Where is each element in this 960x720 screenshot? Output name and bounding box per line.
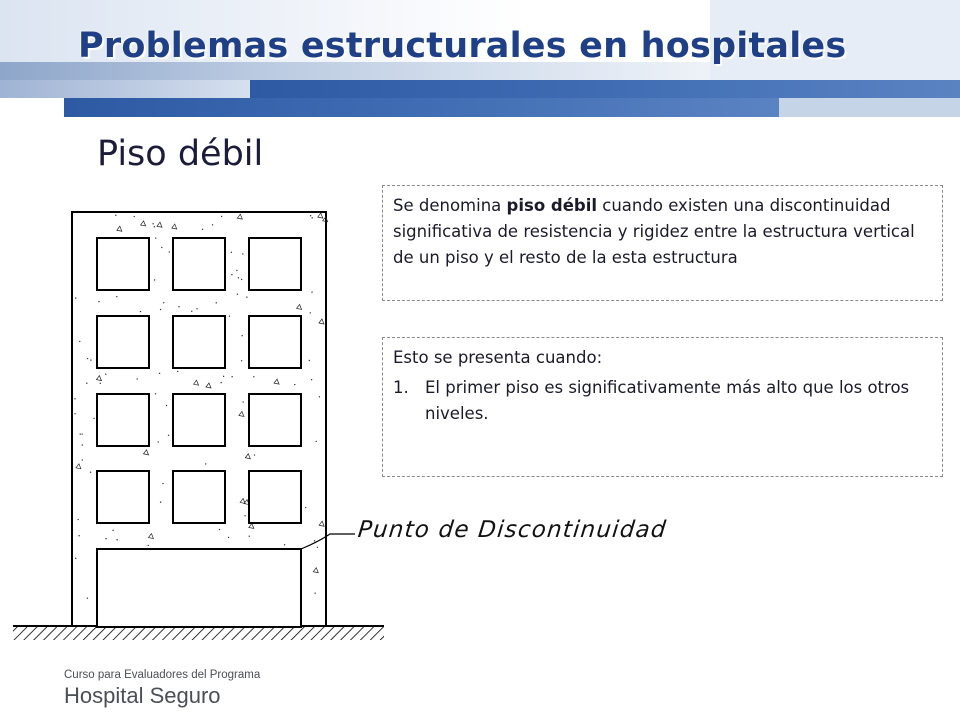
concrete-speck [162, 483, 163, 484]
footer-logo [64, 668, 260, 709]
concrete-speck [100, 383, 101, 384]
concrete-speck [314, 592, 315, 593]
concrete-speck [241, 279, 242, 280]
window [97, 394, 149, 446]
concrete-speck [78, 535, 79, 536]
concrete-speck [136, 378, 137, 379]
concrete-speck [133, 216, 134, 217]
concrete-speck [90, 472, 91, 473]
condition-intro: Esto se presenta cuando: [393, 348, 603, 367]
concrete-speck [155, 237, 156, 238]
concrete-speck [244, 515, 245, 516]
window [97, 238, 149, 290]
concrete-speck [163, 302, 164, 303]
concrete-speck [79, 341, 80, 342]
concrete-speck [319, 396, 320, 397]
concrete-speck [177, 371, 178, 372]
concrete-speck [254, 454, 255, 455]
concrete-speck [317, 547, 318, 548]
concrete-speck [221, 216, 222, 217]
concrete-speck [231, 376, 232, 377]
concrete-speck [212, 224, 213, 225]
concrete-speck [100, 380, 101, 381]
concrete-speck [82, 444, 83, 445]
concrete-speck [168, 435, 169, 436]
concrete-speck [241, 360, 242, 361]
concrete-speck [314, 540, 315, 541]
list-item-text: El primer piso es significativamente más alto que los otros niveles. [425, 378, 910, 423]
concrete-speck [231, 274, 232, 275]
window [97, 471, 149, 523]
concrete-speck [228, 537, 229, 538]
definition-box [382, 185, 943, 301]
concrete-speck [90, 359, 91, 360]
concrete-speck [311, 217, 312, 218]
condition-box [382, 337, 943, 477]
ground [13, 626, 384, 640]
concrete-speck [115, 215, 116, 216]
list-item [393, 375, 932, 427]
window [249, 316, 301, 368]
concrete-speck [236, 270, 237, 271]
window [173, 316, 225, 368]
concrete-speck [75, 297, 76, 298]
concrete-speck [77, 519, 78, 520]
concrete-speck [310, 312, 311, 313]
concrete-speck [178, 306, 179, 307]
window [97, 316, 149, 368]
concrete-speck [116, 539, 117, 540]
concrete-speck [112, 530, 113, 531]
concrete-speck [231, 252, 232, 253]
slide-subtitle: Piso débil [97, 134, 264, 174]
concrete-speck [191, 311, 192, 312]
concrete-speck [155, 393, 156, 394]
footer-program: Hospital Seguro [64, 683, 221, 708]
concrete-speck [223, 376, 224, 377]
concrete-speck [87, 358, 88, 359]
concrete-speck [169, 251, 170, 252]
concrete-speck [205, 463, 206, 464]
ground-floor-opening [97, 549, 301, 627]
concrete-speck [238, 277, 239, 278]
concrete-speck [158, 441, 159, 442]
window [249, 471, 301, 523]
concrete-speck [86, 383, 87, 384]
building-diagram [0, 200, 400, 650]
concrete-speck [305, 507, 306, 508]
concrete-speck [242, 253, 243, 254]
concrete-speck [152, 223, 153, 224]
concrete-speck [105, 374, 106, 375]
concrete-speck [74, 398, 75, 399]
concrete-speck [202, 229, 203, 230]
window [249, 238, 301, 290]
concrete-speck [229, 316, 230, 317]
window [173, 238, 225, 290]
concrete-speck [253, 376, 254, 377]
footer-course: Curso para Evaluadores del Programa [64, 669, 261, 681]
concrete-speck [154, 279, 155, 280]
concrete-speck [116, 296, 117, 297]
concrete-speck [154, 226, 155, 227]
window [173, 394, 225, 446]
concrete-speck [294, 384, 295, 385]
window [249, 394, 301, 446]
list-item-number: 1. [393, 378, 409, 397]
concrete-speck [166, 405, 167, 406]
concrete-speck [82, 459, 83, 460]
concrete-speck [161, 247, 162, 248]
concrete-speck [249, 536, 250, 537]
concrete-speck [74, 413, 75, 414]
concrete-speck [284, 544, 285, 545]
concrete-speck [105, 538, 106, 539]
discontinuity-label: Punto de Discontinuidad [356, 517, 669, 543]
concrete-speck [309, 360, 310, 361]
concrete-speck [242, 401, 243, 402]
concrete-speck [160, 309, 161, 310]
concrete-speck [159, 373, 160, 374]
concrete-speck [196, 308, 197, 309]
concrete-speck [316, 441, 317, 442]
concrete-speck [241, 335, 242, 336]
concrete-speck [246, 296, 247, 297]
concrete-speck [87, 597, 88, 598]
concrete-speck [80, 433, 81, 434]
concrete-speck [310, 215, 311, 216]
concrete-speck [81, 433, 82, 434]
concrete-speck [93, 418, 94, 419]
concrete-speck [311, 291, 312, 292]
concrete-speck [219, 529, 220, 530]
concrete-speck [140, 311, 141, 312]
concrete-speck [237, 294, 238, 295]
window [173, 471, 225, 523]
concrete-speck [216, 302, 217, 303]
concrete-speck [148, 545, 149, 546]
slide-title: Problemas estructurales en hospitales [78, 26, 847, 66]
definition-term: piso débil [506, 196, 598, 215]
definition-text-before: Se denomina [393, 196, 507, 215]
concrete-speck [75, 558, 76, 559]
concrete-speck [311, 379, 312, 380]
concrete-speck [98, 301, 99, 302]
definition-text-after: cuando existen una discontinuidad significativa de resistencia y rigidez entre la estructura vertical de un piso y el resto de la esta estructura [393, 196, 915, 267]
concrete-speck [220, 382, 221, 383]
concrete-speck [160, 501, 161, 502]
